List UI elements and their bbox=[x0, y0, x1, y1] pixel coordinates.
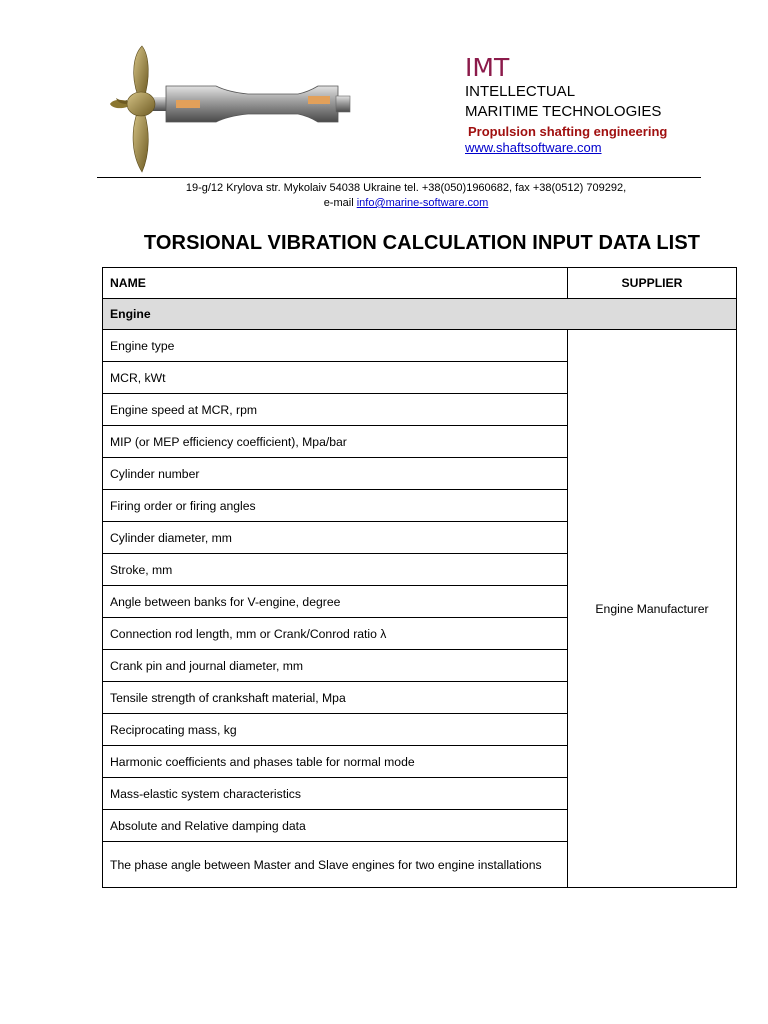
section-label: Engine bbox=[103, 299, 737, 330]
email-label: e-mail bbox=[323, 197, 354, 209]
parameter-name-cell: Mass-elastic system characteristics bbox=[103, 778, 568, 810]
email-link[interactable]: info@marine-software.com bbox=[356, 197, 489, 209]
parameter-name-cell: Cylinder diameter, mm bbox=[103, 522, 568, 554]
brand-short-name: IMT bbox=[465, 53, 510, 82]
brand-name-line-1: INTELLECTUAL bbox=[465, 83, 576, 100]
parameter-name-cell: MIP (or MEP efficiency coefficient), Mpa/bar bbox=[103, 426, 568, 458]
email-line bbox=[97, 196, 715, 211]
parameter-name-cell: Harmonic coefficients and phases table for normal mode bbox=[103, 746, 568, 778]
parameter-name-cell: The phase angle between Master and Slave engines for two engine installations bbox=[103, 842, 568, 888]
parameter-name-cell: Absolute and Relative damping data bbox=[103, 810, 568, 842]
supplier-cell: Engine Manufacturer bbox=[568, 330, 737, 888]
parameter-name-cell: MCR, kWt bbox=[103, 362, 568, 394]
table-header-row bbox=[103, 268, 737, 299]
column-header-name: NAME bbox=[103, 268, 568, 299]
parameter-name-cell: Angle between banks for V-engine, degree bbox=[103, 586, 568, 618]
website-link[interactable]: www.shaftsoftware.com bbox=[465, 140, 602, 155]
section-row-engine bbox=[103, 299, 737, 330]
parameter-name-cell: Connection rod length, mm or Crank/Conrod ratio λ bbox=[103, 618, 568, 650]
table-row bbox=[103, 330, 737, 362]
input-data-table bbox=[102, 267, 737, 888]
header-divider bbox=[97, 177, 701, 178]
parameter-name-cell: Engine type bbox=[103, 330, 568, 362]
parameter-name-cell: Stroke, mm bbox=[103, 554, 568, 586]
company-brand bbox=[465, 54, 667, 157]
parameter-name-cell: Engine speed at MCR, rpm bbox=[103, 394, 568, 426]
column-header-supplier: SUPPLIER bbox=[568, 268, 737, 299]
parameter-name-cell: Reciprocating mass, kg bbox=[103, 714, 568, 746]
company-tagline: Propulsion shafting engineering bbox=[468, 124, 668, 139]
parameter-name-cell: Crank pin and journal diameter, mm bbox=[103, 650, 568, 682]
brand-name-line-2: MARITIME TECHNOLOGIES bbox=[465, 103, 662, 120]
parameter-name-cell: Firing order or firing angles bbox=[103, 490, 568, 522]
propeller-shaft-logo bbox=[108, 44, 358, 174]
document-title: TORSIONAL VIBRATION CALCULATION INPUT DATA LIST bbox=[143, 232, 701, 254]
postal-address: 19-g/12 Krylova str. Mykolaiv 54038 Ukraine tel. +38(050)1960682, fax +38(0512) 709292, bbox=[185, 182, 627, 194]
parameter-name-cell: Tensile strength of crankshaft material, Mpa bbox=[103, 682, 568, 714]
contact-address bbox=[97, 181, 715, 211]
parameter-name-cell: Cylinder number bbox=[103, 458, 568, 490]
